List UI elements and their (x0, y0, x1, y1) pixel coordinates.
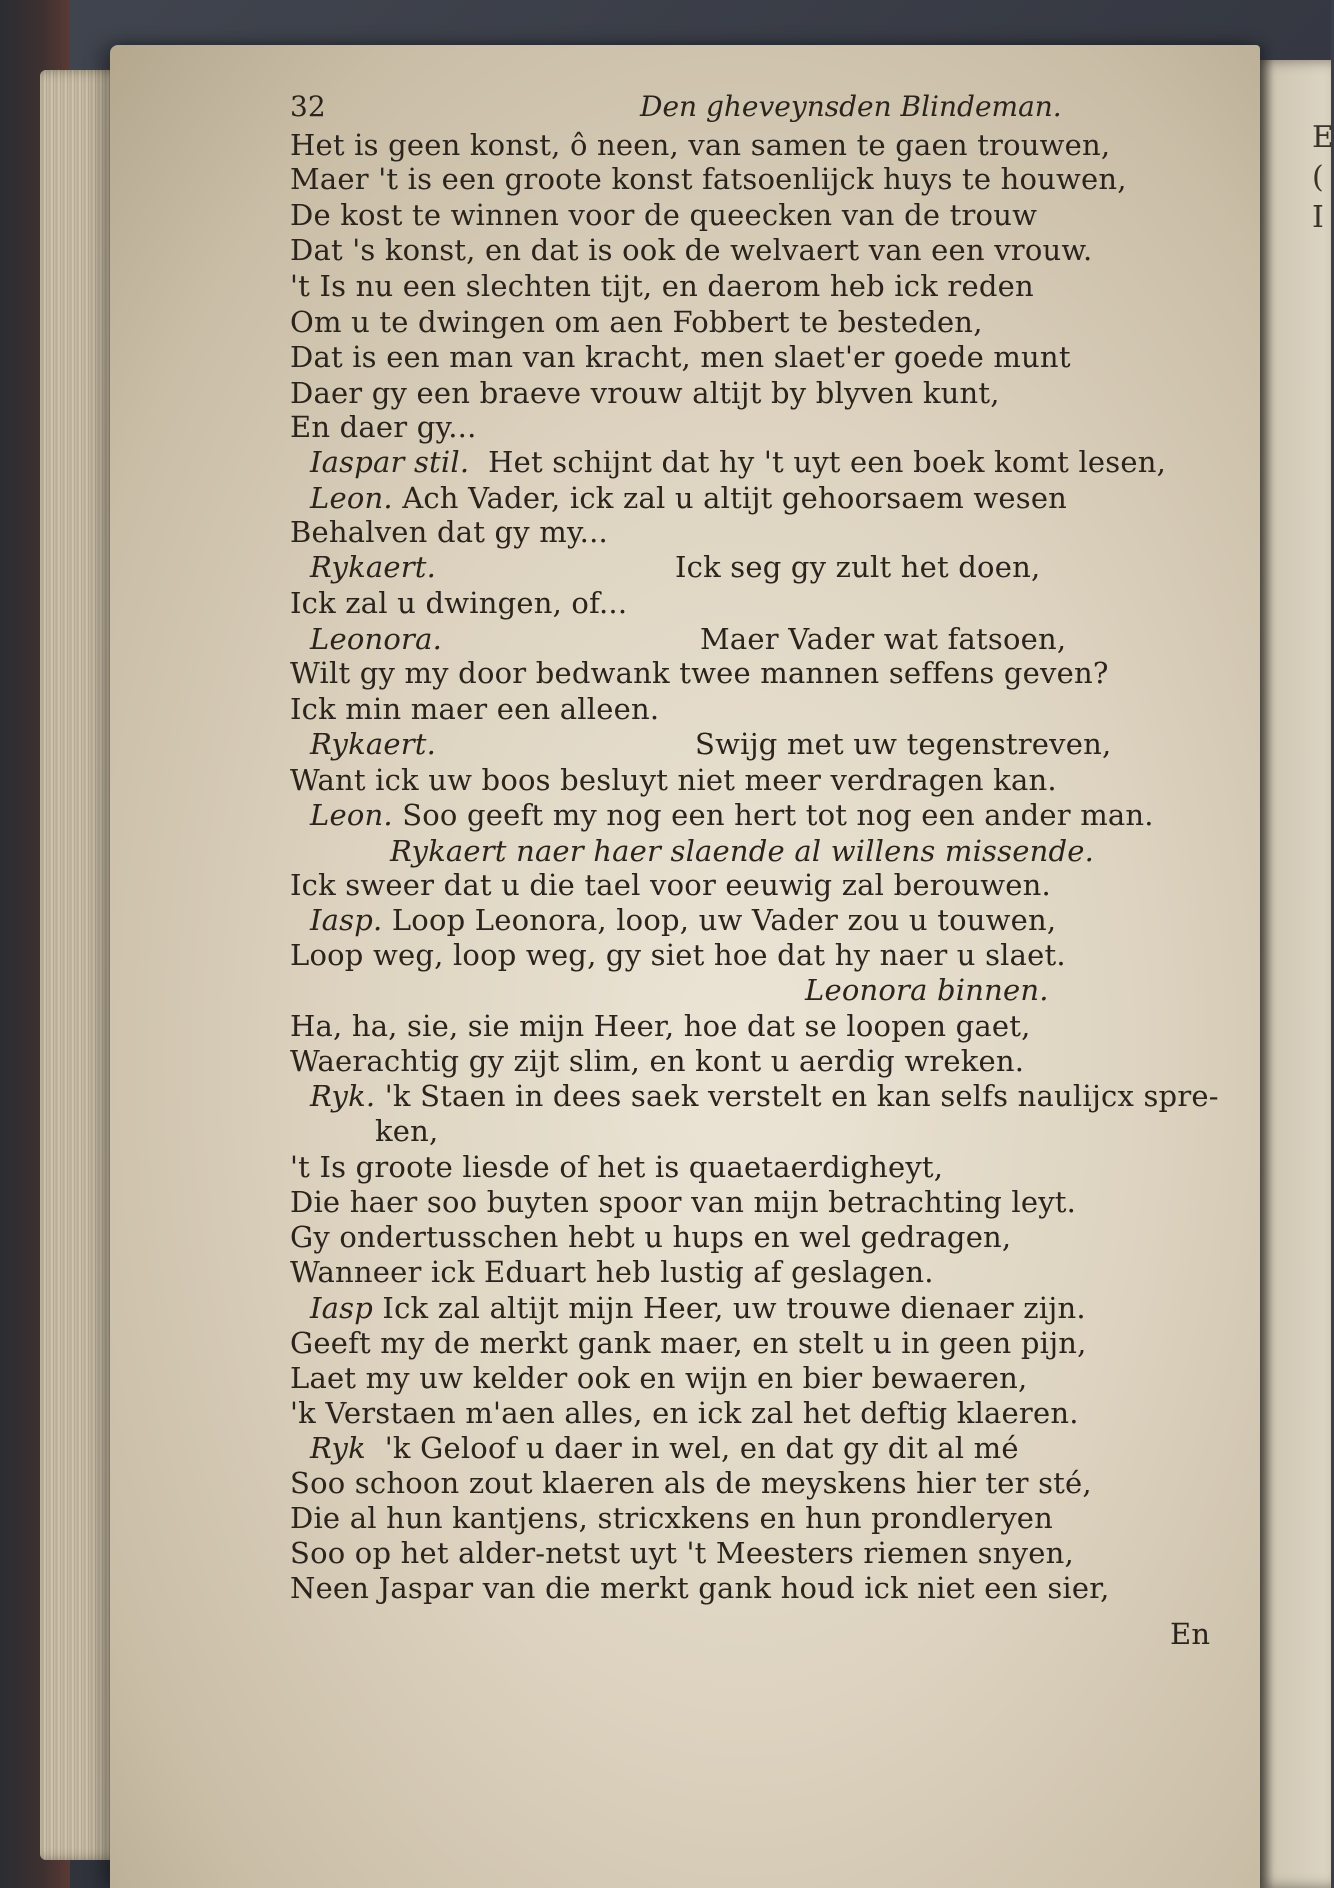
verse-line: Wanneer ick Eduart heb lustig af geslagen. (290, 1255, 934, 1289)
verse-line: Gy ondertusschen hebt u hups en wel gedragen, (290, 1220, 1012, 1254)
speaker-name: Leon. (310, 798, 393, 832)
verse-line: Dat is een man van kracht, men slaet'er goede munt (290, 340, 1071, 374)
verse-line: Maer 't is een groote konst fatsoenlijck huys te houwen, (290, 162, 1127, 196)
speaker-name: Ryk (310, 1431, 366, 1465)
verse-line: Dat 's konst, en dat is ook de welvaert van een vrouw. (290, 233, 1093, 267)
speech-line: Iaspar stil. Het schijnt dat hy 't uyt een boek komt lesen, (310, 445, 1167, 479)
verse-line: Om u te dwingen om aen Fobbert te besteden, (290, 305, 983, 339)
page-number: 32 (290, 90, 326, 123)
stage-direction: Rykaert naer haer slaende al willens missende. (390, 834, 1095, 868)
speech-line: Ryk. 'k Staen in dees saek verstelt en kan selfs naulijcx spre- (310, 1079, 1219, 1113)
speech-text: Ick seg gy zult het doen, (675, 550, 1041, 584)
speech-text: Swijg met uw tegenstreven, (695, 727, 1112, 761)
verse-line: Loop weg, loop weg, gy siet hoe dat hy naer u slaet. (290, 938, 1066, 972)
speech-text: Maer Vader wat fatsoen, (700, 622, 1067, 656)
verse-line: Die al hun kantjens, stricxkens en hun prondleryen (290, 1501, 1054, 1535)
speaker-name: Ryk. (310, 1079, 376, 1113)
verse-line: Soo op het alder-netst uyt 't Meesters riemen snyen, (290, 1536, 1074, 1570)
verse-line: Want ick uw boos besluyt niet meer verdragen kan. (290, 763, 1057, 797)
verse-line: 'k Verstaen m'aen alles, en ick zal het deftig klaeren. (290, 1396, 1079, 1430)
speaker-name: Iasp (310, 1291, 373, 1325)
verse-line: Soo schoon zout klaeren als de meyskens hier ter sté, (290, 1466, 1092, 1500)
speech-line (310, 622, 442, 656)
facing-page-fragment: ( (1312, 160, 1324, 195)
speech-line: Ryk 'k Geloof u daer in wel, en dat gy dit al mé (310, 1431, 1019, 1465)
speaker-name: Rykaert. (310, 550, 437, 584)
speech-line: Leon. Ach Vader, ick zal u altijt gehoorsaem wesen (310, 481, 1068, 515)
verse-line: En daer gy... (290, 410, 477, 444)
verse-line: De kost te winnen voor de queecken van de trouw (290, 198, 1038, 232)
speech-line (310, 727, 436, 761)
facing-page-fragment: I (1312, 200, 1324, 235)
verse-line: Ick sweer dat u die tael voor eeuwig zal berouwen. (290, 868, 1051, 902)
speaker-name: Leonora. (310, 622, 442, 656)
verse-line: Ick min maer een alleen. (290, 692, 660, 726)
speech-line: Iasp Ick zal altijt mijn Heer, uw trouwe dienaer zijn. (310, 1291, 1086, 1325)
verse-line: Daer gy een braeve vrouw altijt by blyven kunt, (290, 376, 1000, 410)
catchword: En (1170, 1617, 1211, 1651)
verse-line: Ha, ha, sie, sie mijn Heer, hoe dat se loopen gaet, (290, 1009, 1031, 1043)
verse-line: 't Is nu een slechten tijt, en daerom heb ick reden (290, 269, 1034, 303)
verse-line: Waerachtig gy zijt slim, en kont u aerdig wreken. (290, 1044, 1025, 1078)
speaker-name: Iaspar stil. (310, 445, 470, 479)
verse-line: Ick zal u dwingen, of... (290, 586, 628, 620)
page-text (110, 45, 1260, 1888)
facing-page (1255, 60, 1331, 1888)
speaker-name: Rykaert. (310, 727, 437, 761)
facing-page-fragment: E (1312, 120, 1334, 155)
speech-line: Iasp. Loop Leonora, loop, uw Vader zou u touwen, (310, 903, 1057, 937)
verse-line: Laet my uw kelder ook en wijn en bier bewaeren, (290, 1361, 1028, 1395)
verse-line: Neen Jaspar van die merkt gank houd ick niet een sier, (290, 1571, 1110, 1605)
verse-line: Die haer soo buyten spoor van mijn betrachting leyt. (290, 1185, 1077, 1219)
verse-line: Wilt gy my door bedwank twee mannen seffens geven? (290, 656, 1109, 690)
speaker-name: Leon. (310, 481, 393, 515)
stage-direction: Leonora binnen. (805, 973, 1049, 1007)
speech-line (310, 550, 436, 584)
verse-line: 't Is groote liesde of het is quaetaerdigheyt, (290, 1150, 944, 1184)
running-title: Den gheveynsden Blindeman. (640, 90, 1062, 123)
book-page (110, 45, 1260, 1888)
verse-line: ken, (375, 1114, 439, 1148)
verse-line: Geeft my de merkt gank maer, en stelt u in geen pijn, (290, 1326, 1087, 1360)
page-header (290, 90, 1240, 130)
speaker-name: Iasp. (310, 903, 383, 937)
speech-line: Leon. Soo geeft my nog een hert tot nog een ander man. (310, 798, 1154, 832)
verse-line: Het is geen konst, ô neen, van samen te gaen trouwen, (290, 128, 1111, 162)
verse-line: Behalven dat gy my... (290, 515, 608, 549)
